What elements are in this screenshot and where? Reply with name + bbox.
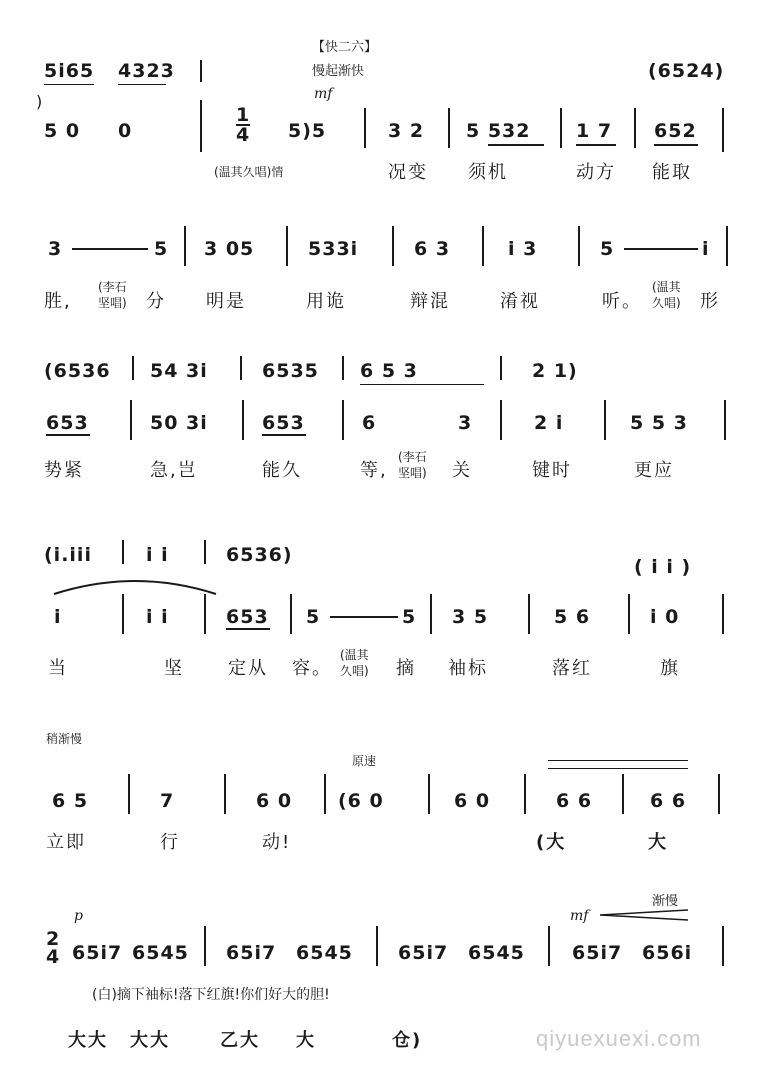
percussion-text: 大 xyxy=(296,1030,316,1051)
barline xyxy=(204,926,206,966)
melody-notes: 65i7 xyxy=(572,942,623,964)
lyric-text: 摘 xyxy=(396,658,416,679)
underline xyxy=(488,144,544,146)
lyric-text: 用诡 xyxy=(306,291,346,312)
barline xyxy=(528,594,530,634)
melody-notes: 653 xyxy=(262,412,305,434)
lyric-text: 袖标 xyxy=(448,658,488,679)
barline xyxy=(428,774,430,814)
barline xyxy=(130,400,132,440)
extension-line xyxy=(72,248,148,250)
melody-notes: 3 2 xyxy=(388,120,425,142)
melody-notes: 1 7 xyxy=(576,120,613,142)
lyric-text: 当 xyxy=(48,658,68,679)
time-sig-top: 2 xyxy=(46,928,61,950)
lyric-text: 听。 xyxy=(602,291,642,312)
barline xyxy=(324,774,326,814)
barline xyxy=(242,400,244,440)
lyric-text: 辩混 xyxy=(410,291,450,312)
lyric-text: 动! xyxy=(262,832,292,853)
melody-notes: 652 xyxy=(654,120,697,142)
melody-notes: 3 5 xyxy=(452,606,489,628)
melody-notes: 65i7 xyxy=(398,942,449,964)
time-signature xyxy=(46,930,60,966)
melody-notes: 653 xyxy=(226,606,269,628)
underline xyxy=(360,384,484,385)
melody-notes: 0 xyxy=(118,120,133,142)
time-sig-bottom: 4 xyxy=(236,124,251,146)
prelude-notes: 6 5 3 xyxy=(360,360,418,382)
barline xyxy=(364,108,366,148)
singer-annotation: (温其 xyxy=(652,280,681,294)
melody-notes: 6 xyxy=(362,412,377,434)
lyric-text: 况变 xyxy=(388,162,428,183)
lyric-text: 立即 xyxy=(46,832,86,853)
diminuendo-hairpin xyxy=(598,908,690,922)
melody-notes: 6 0 xyxy=(454,790,491,812)
barline xyxy=(722,108,724,152)
barline xyxy=(224,774,226,814)
lyric-text: 能取 xyxy=(652,162,692,183)
melody-notes: 5 xyxy=(154,238,169,260)
melody-notes: 6545 xyxy=(132,942,189,964)
lyric-text: 等, xyxy=(360,460,388,481)
prelude-notes-1: 5i65 xyxy=(44,60,95,82)
singer-annotation: (温其 xyxy=(340,648,369,662)
lyric-text: (温其久唱)情 xyxy=(214,165,284,179)
dynamic-marking: mf xyxy=(314,86,333,102)
lyric-text: 胜, xyxy=(44,291,72,312)
melody-notes: 5 xyxy=(402,606,417,628)
extension-line xyxy=(624,248,698,250)
barline xyxy=(448,108,450,148)
prelude-notes: i i xyxy=(146,544,169,566)
barline xyxy=(560,108,562,148)
lyric-text: 旗 xyxy=(660,658,680,679)
breath-mark: ) xyxy=(36,92,43,111)
slur-arc xyxy=(50,574,220,598)
lyric-text: 键时 xyxy=(532,460,572,481)
time-signature xyxy=(236,106,250,144)
melody-notes: 65i7 xyxy=(72,942,123,964)
prelude-notes-2: 4323 xyxy=(118,60,175,82)
percussion-text: 大大 xyxy=(68,1030,108,1051)
melody-notes: 6545 xyxy=(468,942,525,964)
singer-annotation: 坚唱) xyxy=(398,466,427,480)
barline xyxy=(578,226,580,266)
underline xyxy=(654,144,698,146)
lyric-text: 须机 xyxy=(468,162,508,183)
barline xyxy=(724,400,726,440)
barline xyxy=(392,226,394,266)
dynamic-marking: mf xyxy=(570,908,589,924)
melody-notes: 5 0 xyxy=(44,120,81,142)
barline xyxy=(622,774,624,814)
melody-notes: 2 i xyxy=(534,412,564,434)
prelude-notes: 54 3i xyxy=(150,360,208,382)
melody-notes: i 3 xyxy=(508,238,538,260)
singer-annotation: 久唱) xyxy=(652,296,681,310)
underline xyxy=(46,434,90,436)
percussion-text: 仓) xyxy=(392,1030,423,1051)
underline xyxy=(44,84,94,85)
melody-notes: 50 3i xyxy=(150,412,208,434)
melody-notes: (6 0 xyxy=(338,790,384,812)
barline xyxy=(718,774,720,814)
tempo-marking: 稍渐慢 xyxy=(46,732,83,746)
barline xyxy=(200,100,202,152)
barline xyxy=(342,356,344,380)
melody-notes: i i xyxy=(146,606,169,628)
melody-notes: 6 6 xyxy=(650,790,687,812)
melody-notes: 6 5 xyxy=(52,790,89,812)
lyric-text: 分 xyxy=(146,291,166,312)
melody-notes: 5 5 3 xyxy=(630,412,688,434)
barline xyxy=(628,594,630,634)
time-sig-bottom: 4 xyxy=(46,946,61,968)
melody-notes: 656i xyxy=(642,942,693,964)
barline xyxy=(634,108,636,148)
melody-notes: 5 532 xyxy=(466,120,531,142)
barline xyxy=(500,400,502,440)
singer-annotation: (李石 xyxy=(98,280,127,294)
barline xyxy=(200,60,202,82)
underline xyxy=(262,434,306,436)
lyric-text: 行 xyxy=(160,832,180,853)
melody-notes: i 0 xyxy=(650,606,680,628)
spoken-line: (白)摘下袖标!落下红旗!你们好大的胆! xyxy=(92,987,330,1003)
barline xyxy=(204,540,206,564)
barline xyxy=(184,226,186,266)
lyric-text: 势紧 xyxy=(44,460,84,481)
melody-notes: 3 05 xyxy=(204,238,255,260)
prelude-notes-right: ( i i ) xyxy=(634,556,692,578)
melody-notes: 65i7 xyxy=(226,942,277,964)
section-title: 【快二六】 xyxy=(312,40,378,55)
prelude-notes: (6536 xyxy=(44,360,111,382)
lyric-text: 能久 xyxy=(262,460,302,481)
percussion-text: (大 xyxy=(536,832,567,853)
lyric-text: 更应 xyxy=(634,460,674,481)
melody-notes: 533i xyxy=(308,238,359,260)
prelude-notes: (i.iii xyxy=(44,544,92,566)
singer-annotation: 坚唱) xyxy=(98,296,127,310)
barline xyxy=(524,774,526,814)
barline xyxy=(286,226,288,266)
melody-notes: 5 6 xyxy=(554,606,591,628)
melody-notes: 5 xyxy=(306,606,321,628)
watermark: qiyuexuexi.com xyxy=(536,1026,702,1051)
barline xyxy=(128,774,130,814)
prelude-notes-right: (6524) xyxy=(648,60,725,82)
underline xyxy=(576,144,616,146)
extension-line xyxy=(330,616,398,618)
barline xyxy=(604,400,606,440)
barline xyxy=(204,594,206,634)
tempo-marking: 原速 xyxy=(352,754,377,768)
lyric-text: 关 xyxy=(452,460,472,481)
percussion-text: 大大 xyxy=(130,1030,170,1051)
percussion-text: 大 xyxy=(648,832,668,853)
lyric-text: 动方 xyxy=(576,162,616,183)
lyric-text: 定从 xyxy=(228,658,268,679)
singer-annotation: 久唱) xyxy=(340,664,369,678)
barline xyxy=(482,226,484,266)
melody-notes: 653 xyxy=(46,412,89,434)
lyric-text: 形 xyxy=(700,291,720,312)
melody-notes: i xyxy=(54,606,62,628)
melody-notes: 7 xyxy=(160,790,175,812)
melody-notes: 6 3 xyxy=(414,238,451,260)
barline xyxy=(290,594,292,634)
barline xyxy=(376,926,378,966)
melody-notes: 6545 xyxy=(296,942,353,964)
melody-notes: 5)5 xyxy=(288,120,327,142)
barline xyxy=(240,356,242,380)
percussion-text: 乙大 xyxy=(220,1030,260,1051)
barline xyxy=(122,594,124,634)
underline xyxy=(226,628,270,630)
melody-notes: 6 6 xyxy=(556,790,593,812)
lyric-text: 淆视 xyxy=(500,291,540,312)
crescendo-line xyxy=(548,760,688,761)
barline xyxy=(726,226,728,266)
barline xyxy=(342,400,344,440)
barline xyxy=(548,926,550,966)
lyric-text: 急,岂 xyxy=(150,460,198,481)
barline xyxy=(122,540,124,564)
singer-annotation: (李石 xyxy=(398,450,427,464)
time-sig-top: 1 xyxy=(236,104,251,126)
barline xyxy=(722,926,724,966)
lyric-text: 坚 xyxy=(164,658,184,679)
barline xyxy=(722,594,724,634)
melody-notes: 5 xyxy=(600,238,615,260)
tempo-marking: 慢起渐快 xyxy=(312,64,365,79)
melody-notes: 3 xyxy=(458,412,473,434)
crescendo-line xyxy=(548,768,688,769)
underline xyxy=(118,84,166,85)
barline xyxy=(430,594,432,634)
prelude-notes: 6536) xyxy=(226,544,293,566)
dynamic-marking: p xyxy=(74,908,83,924)
prelude-notes: 2 1) xyxy=(532,360,578,382)
lyric-text: 容。 xyxy=(292,658,332,679)
melody-notes: i xyxy=(702,238,710,260)
barline xyxy=(132,356,134,380)
prelude-notes: 6535 xyxy=(262,360,319,382)
melody-notes: 3 xyxy=(48,238,63,260)
melody-notes: 6 0 xyxy=(256,790,293,812)
lyric-text: 明是 xyxy=(206,291,246,312)
barline xyxy=(500,356,502,380)
tempo-marking: 渐慢 xyxy=(652,894,679,909)
lyric-text: 落红 xyxy=(552,658,592,679)
